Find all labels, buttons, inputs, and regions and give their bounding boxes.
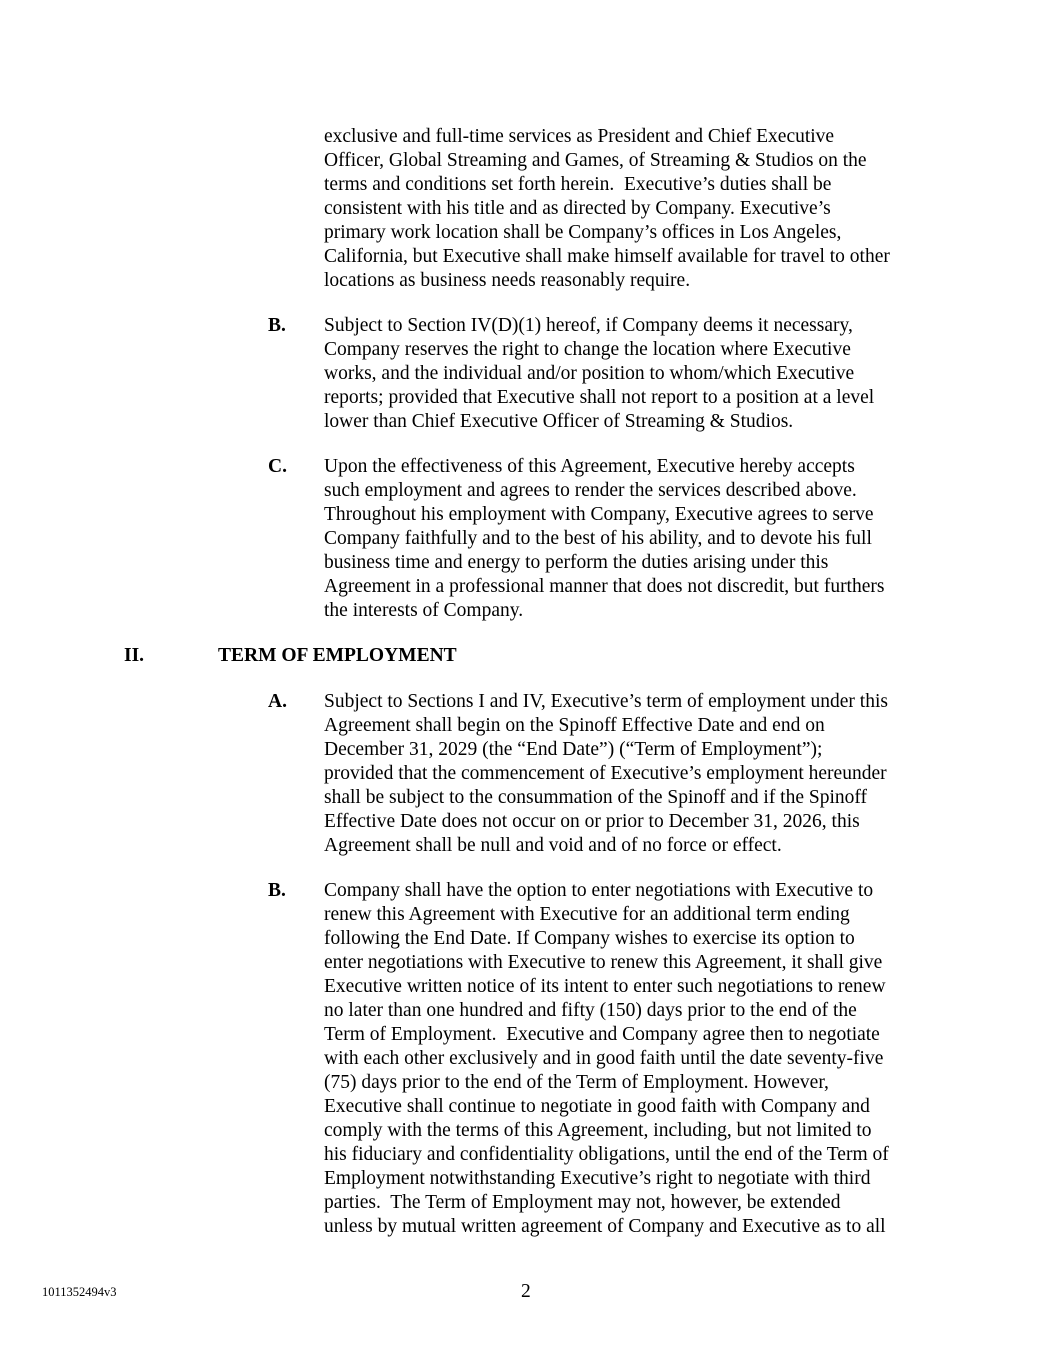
document-id: 1011352494v3 [42, 1285, 117, 1299]
paragraph-line: exclusive and full-time services as President and Chief Executive [324, 126, 835, 147]
paragraph-line: business time and energy to perform the duties arising under this [324, 552, 829, 573]
continuation-paragraph [324, 125, 944, 293]
paragraph-line: no later than one hundred and fifty (150) days prior to the end of the [324, 1000, 857, 1021]
paragraph-line: Employment notwithstanding Executive’s right to negotiate with third [324, 1168, 871, 1189]
paragraph-line: December 31, 2029 (the “End Date”) (“Term of Employment”); [324, 739, 823, 760]
paragraph-line: lower than Chief Executive Officer of Streaming & Studios. [324, 411, 794, 432]
paragraph-line: Effective Date does not occur on or prior to December 31, 2026, this [324, 811, 860, 832]
paragraph-line: Executive shall continue to negotiate in good faith with Company and [324, 1096, 870, 1117]
paragraph-ii-a [324, 690, 944, 858]
paragraph-line: renew this Agreement with Executive for an additional term ending [324, 904, 850, 925]
paragraph-line: consistent with his title and as directed by Company. Executive’s [324, 198, 831, 219]
paragraph-line: Subject to Sections I and IV, Executive’s term of employment under this [324, 691, 888, 712]
paragraph-line: enter negotiations with Executive to renew this Agreement, it shall give [324, 952, 883, 973]
paragraph-line: terms and conditions set forth herein. Executive’s duties shall be [324, 174, 832, 195]
paragraph-line: Agreement shall be null and void and of no force or effect. [324, 835, 782, 856]
paragraph-line: Upon the effectiveness of this Agreement, Executive hereby accepts [324, 456, 855, 477]
paragraph-line: Subject to Section IV(D)(1) hereof, if Company deems it necessary, [324, 315, 853, 336]
paragraph-line: reports; provided that Executive shall not report to a position at a level [324, 387, 875, 408]
paragraph-line: Company faithfully and to the best of his ability, and to devote his full [324, 528, 872, 549]
paragraph-line: Officer, Global Streaming and Games, of Streaming & Studios on the [324, 150, 867, 171]
page-number: 2 [521, 1281, 531, 1302]
paragraph-line: unless by mutual written agreement of Company and Executive as to all [324, 1216, 886, 1237]
paragraph-line: following the End Date. If Company wishes to exercise its option to [324, 928, 855, 949]
paragraph-line: Company shall have the option to enter negotiations with Executive to [324, 880, 874, 901]
paragraph-line: the interests of Company. [324, 600, 524, 621]
paragraph-line: locations as business needs reasonably require. [324, 270, 691, 291]
paragraph-i-c [324, 455, 944, 623]
paragraph-line: his fiduciary and confidentiality obligations, until the end of the Term of [324, 1144, 889, 1165]
paragraph-line: works, and the individual and/or position to whom/which Executive [324, 363, 855, 384]
paragraph-line: Throughout his employment with Company, Executive agrees to serve [324, 504, 874, 525]
paragraph-line: with each other exclusively and in good faith until the date seventy-five [324, 1048, 884, 1069]
paragraph-line: Agreement shall begin on the Spinoff Effective Date and end on [324, 715, 825, 736]
paragraph-line: Agreement in a professional manner that does not discredit, but furthers [324, 576, 885, 597]
paragraph-line: provided that the commencement of Executive’s employment hereunder [324, 763, 887, 784]
paragraph-line: parties. The Term of Employment may not, however, be extended [324, 1192, 841, 1213]
paragraph-line: Company reserves the right to change the location where Executive [324, 339, 851, 360]
section-title: TERM OF EMPLOYMENT [218, 645, 457, 666]
paragraph-line: primary work location shall be Company’s offices in Los Angeles, [324, 222, 842, 243]
paragraph-line: Executive written notice of its intent to enter such negotiations to renew [324, 976, 886, 997]
paragraph-line: California, but Executive shall make himself available for travel to other [324, 246, 890, 267]
paragraph-i-b [324, 314, 944, 434]
item-letter-i-b: B. [268, 315, 286, 336]
section-number: II. [124, 645, 145, 666]
paragraph-ii-b [324, 879, 944, 1239]
item-letter-i-c: C. [268, 456, 287, 477]
paragraph-line: Term of Employment. Executive and Company agree then to negotiate [324, 1024, 880, 1045]
paragraph-line: (75) days prior to the end of the Term of Employment. However, [324, 1072, 829, 1093]
paragraph-line: such employment and agrees to render the services described above. [324, 480, 857, 501]
item-letter-ii-a: A. [268, 691, 287, 712]
paragraph-line: comply with the terms of this Agreement, including, but not limited to [324, 1120, 872, 1141]
paragraph-line: shall be subject to the consummation of the Spinoff and if the Spinoff [324, 787, 868, 808]
item-letter-ii-b: B. [268, 880, 286, 901]
